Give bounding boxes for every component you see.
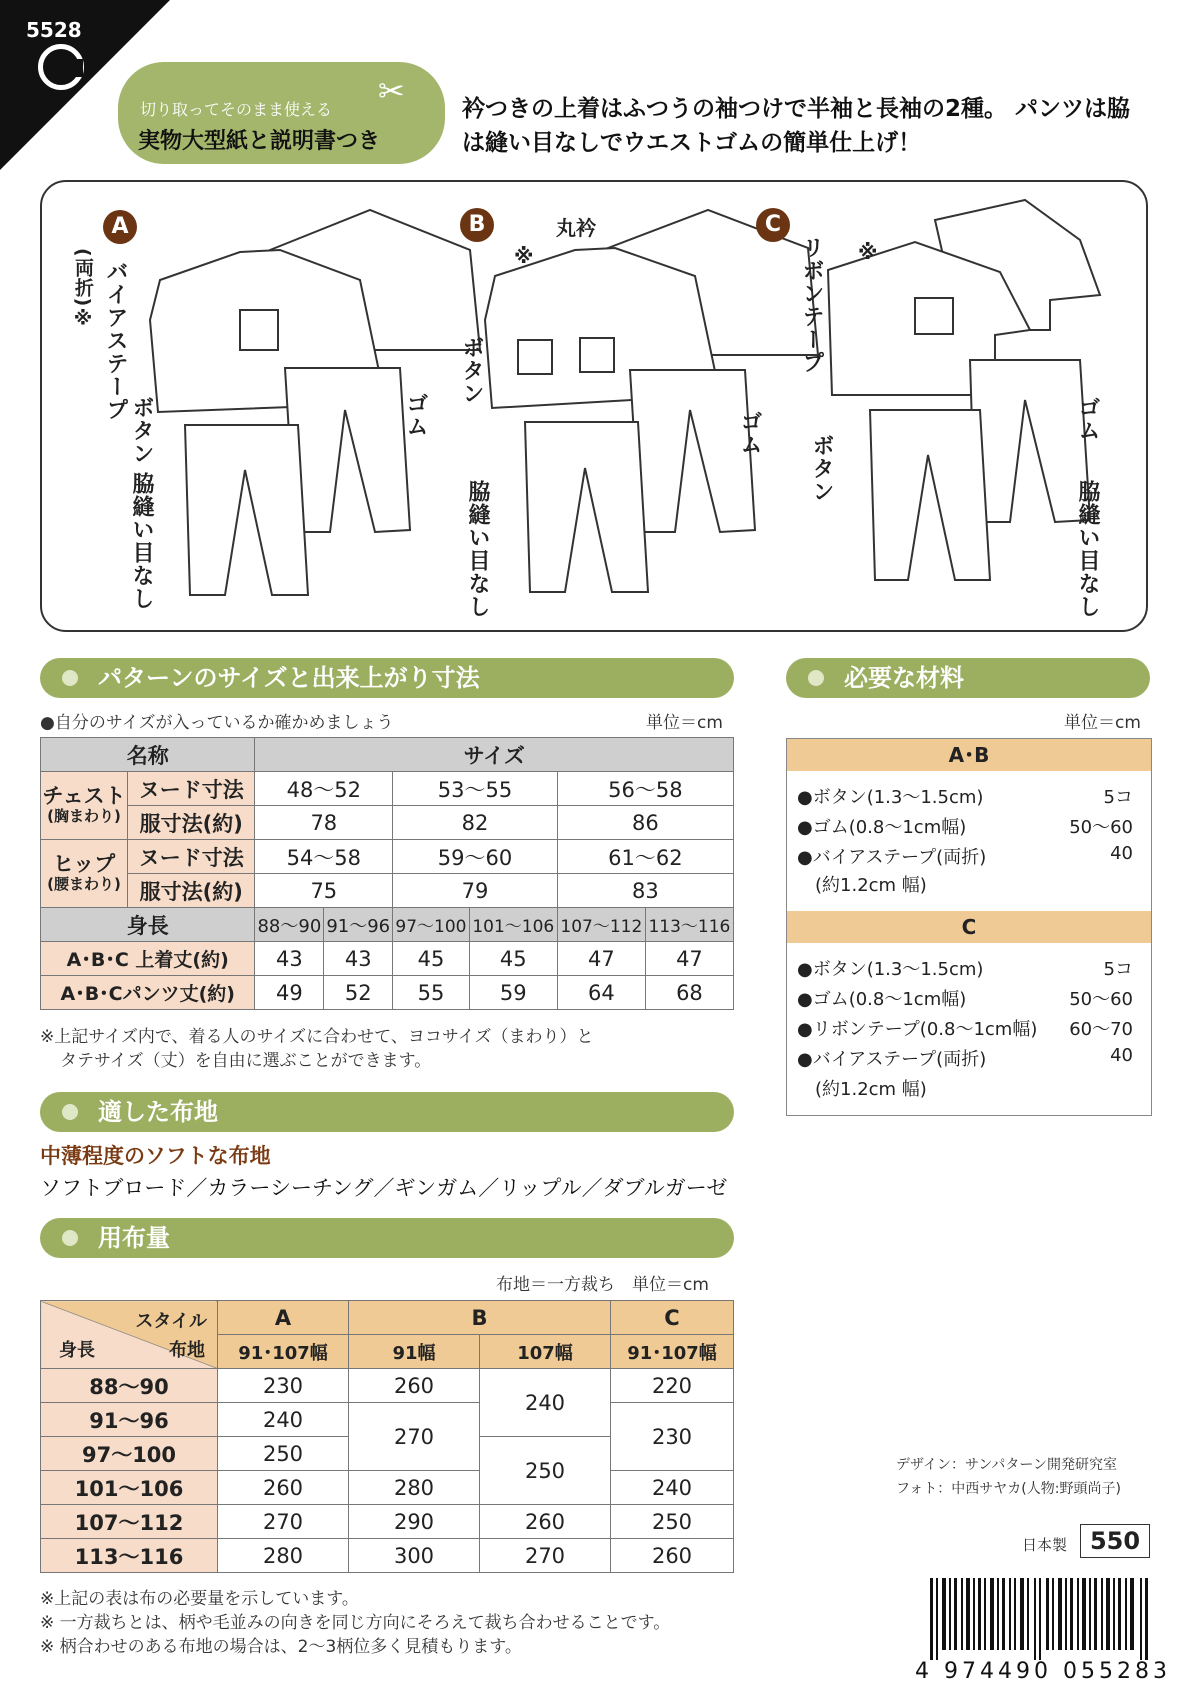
pants-length-4: 59 [469, 976, 557, 1010]
yardage-height-4: 101〜106 [41, 1471, 218, 1505]
materials-c-extra: (約1.2cm 幅) [815, 1079, 927, 1100]
yardage-height-1: 88〜90 [41, 1369, 218, 1403]
chest-nude-2: 53〜55 [393, 772, 558, 806]
size-head-size: サイズ [255, 738, 734, 772]
corner-fabric: 布地 [169, 1340, 205, 1361]
yardage-note-1: ※上記の表は布の必要量を示しています。 [40, 1589, 359, 1609]
height-label: 身長 [41, 908, 255, 942]
style-c-badge: C [756, 208, 790, 242]
hip-garment-3: 83 [557, 874, 733, 908]
size-section-header [40, 658, 734, 698]
label-a-seam: 脇縫い目なし [129, 472, 154, 610]
intro-text: 衿つきの上着はふつうの袖つけで半袖と長袖の2種。 パンツは脇は縫い目なしでウエストゴムの簡単仕上げ！ [462, 96, 1131, 156]
chest-label-cell [41, 772, 128, 840]
fabric-title: 適した布地 [98, 1098, 218, 1126]
height-6: 113〜116 [645, 908, 733, 942]
yardage-a-6: 280 [218, 1539, 349, 1573]
corner-height: 身長 [59, 1340, 95, 1361]
materials-c-val-4: 40 [1110, 1045, 1133, 1066]
yardage-table [40, 1300, 734, 1573]
materials-ab-val-3: 40 [1110, 843, 1133, 864]
hip-label: ヒップ [52, 851, 116, 876]
materials-ab-extra: (約1.2cm 幅) [815, 875, 927, 896]
chest-garment-1: 78 [255, 806, 393, 840]
chest-nude-3: 56〜58 [557, 772, 733, 806]
materials-c-val-2: 50〜60 [1069, 989, 1133, 1010]
yardage-height-5: 107〜112 [41, 1505, 218, 1539]
size-head-name: 名称 [41, 738, 255, 772]
height-4: 101〜106 [469, 908, 557, 942]
hip-nude-2: 59〜60 [393, 840, 558, 874]
corner-style: スタイル [135, 1311, 207, 1332]
materials-c-head: C [787, 911, 1151, 943]
credit-design: デザイン：サンパターン開発研究室 [896, 1457, 1118, 1473]
label-c-rubber: ゴム [1075, 396, 1100, 442]
yardage-section-header [40, 1218, 734, 1258]
style-a-pocket [240, 310, 278, 350]
style-b-pocket-left [518, 340, 552, 374]
chest-sub: (胸まわり) [47, 806, 121, 825]
materials-c-val-1: 5コ [1103, 959, 1133, 980]
fabric-list: ソフトブロード／カラーシーチング／ギンガム／リップル／ダブルガーゼ [40, 1176, 728, 1200]
materials-c-item-3: ●リボンテープ(0.8〜1cm幅) [797, 1019, 1038, 1040]
yardage-b91-4: 290 [349, 1505, 480, 1539]
yardage-corner [41, 1301, 218, 1369]
yardage-c-5: 260 [611, 1539, 734, 1573]
yardage-a-4: 260 [218, 1471, 349, 1505]
label-a-button: ボタン [129, 396, 154, 465]
materials-ab-item-3: ●バイアステープ(両折) [797, 847, 987, 868]
size-section-sub: ●自分のサイズが入っているか確かめましょう [40, 713, 394, 733]
yardage-height-2: 91〜96 [41, 1403, 218, 1437]
height-2: 91〜96 [324, 908, 393, 942]
label-b-button: ボタン [459, 336, 484, 405]
materials-ab-head: A･B [787, 739, 1151, 771]
label-c-mark: ※ [858, 240, 878, 264]
yardage-a-3: 250 [218, 1437, 349, 1471]
yardage-style-a: A [218, 1301, 349, 1335]
width-b91: 91幅 [349, 1335, 480, 1369]
label-a-bias: バイアステープ [103, 260, 128, 421]
hip-garment-1: 75 [255, 874, 393, 908]
hip-garment-label: 服寸法(約) [128, 874, 255, 908]
yardage-style-b: B [349, 1301, 611, 1335]
pants-length-1: 49 [255, 976, 324, 1010]
label-b-mark: ※ [514, 244, 534, 268]
materials-c-item-1: ●ボタン(1.3〜1.5cm) [797, 959, 984, 980]
style-b-pocket-right [580, 338, 614, 372]
size-table [40, 737, 734, 1010]
chest-nude-1: 48〜52 [255, 772, 393, 806]
width-a: 91･107幅 [218, 1335, 349, 1369]
materials-ab-val-2: 50〜60 [1069, 817, 1133, 838]
top-length-3: 45 [393, 942, 470, 976]
pants-length-2: 52 [324, 976, 393, 1010]
style-a-pants-front [185, 425, 308, 595]
yardage-a-1: 230 [218, 1369, 349, 1403]
materials-box [786, 738, 1152, 1116]
yardage-height-3: 97〜100 [41, 1437, 218, 1471]
label-b-rubber: ゴム [737, 410, 762, 456]
label-b-seam: 脇縫い目なし [465, 480, 490, 618]
style-b-badge: B [460, 208, 494, 242]
credit-photo: フォト：中西サヤカ(人物:野頭尚子) [896, 1481, 1121, 1497]
size-unit: 単位＝cm [646, 713, 723, 733]
size-note-2: タテサイズ（丈）を自由に選ぶことができます。 [60, 1051, 432, 1071]
fabric-heading: 中薄程度のソフトな布地 [40, 1144, 271, 1168]
pants-length-6: 68 [645, 976, 733, 1010]
banner-line2: 実物大型紙と説明書つき [138, 129, 381, 154]
yardage-b91-3: 280 [349, 1471, 480, 1505]
pants-length-3: 55 [393, 976, 470, 1010]
materials-c-item-2: ●ゴム(0.8〜1cm幅) [797, 989, 967, 1010]
pants-length-5: 64 [557, 976, 645, 1010]
hip-label-cell [41, 840, 128, 908]
barcode-image [930, 1578, 1150, 1660]
width-b107: 107幅 [480, 1335, 611, 1369]
yardage-b107-2: 250 [480, 1437, 611, 1505]
style-c-pants-front [870, 410, 990, 580]
top-length-2: 43 [324, 942, 393, 976]
yardage-b91-5: 300 [349, 1539, 480, 1573]
height-1: 88〜90 [255, 908, 324, 942]
yardage-unit-note: 布地＝一方裁ち 単位＝cm [496, 1275, 709, 1295]
banner-line1: 切り取ってそのまま使える [140, 100, 333, 119]
yardage-a-5: 270 [218, 1505, 349, 1539]
label-a-rubber: ゴム [403, 392, 428, 438]
materials-c-val-3: 60〜70 [1069, 1019, 1133, 1040]
hip-sub: (腰まわり) [47, 874, 121, 893]
pants-length-label: A･B･Cパンツ丈(約) [41, 976, 255, 1010]
yardage-note-3: ※ 柄合わせのある布地の場合は、2〜3柄位多く見積もります。 [40, 1637, 522, 1657]
yardage-c-1: 220 [611, 1369, 734, 1403]
yardage-height-6: 113〜116 [41, 1539, 218, 1573]
label-a-bias-sub: (両折)※ [72, 248, 94, 331]
hip-nude-label: ヌード寸法 [128, 840, 255, 874]
top-length-4: 45 [469, 942, 557, 976]
chest-garment-label: 服寸法(約) [128, 806, 255, 840]
materials-ab-val-1: 5コ [1103, 787, 1133, 808]
yardage-style-c: C [611, 1301, 734, 1335]
chest-nude-label: ヌード寸法 [128, 772, 255, 806]
materials-ab-item-2: ●ゴム(0.8〜1cm幅) [797, 817, 967, 838]
barcode-number: 4 974490 055283 [915, 1659, 1171, 1684]
materials-title: 必要な材料 [844, 664, 964, 692]
style-a-badge: A [103, 210, 137, 244]
label-c-ribbon: リボンテープ [799, 236, 824, 374]
yardage-b107-1: 240 [480, 1369, 611, 1437]
product-code: 5528 [26, 18, 82, 42]
hip-nude-1: 54〜58 [255, 840, 393, 874]
yardage-c-4: 250 [611, 1505, 734, 1539]
scissors-icon: ✂ [378, 72, 405, 110]
height-5: 107〜112 [557, 908, 645, 942]
top-length-label: A･B･C 上着丈(約) [41, 942, 255, 976]
yardage-note-2: ※ 一方裁ちとは、柄や毛並みの向きを同じ方向にそろえて裁ち合わせることです。 [40, 1613, 671, 1633]
style-c-pocket [915, 298, 953, 334]
yardage-b107-3: 260 [480, 1505, 611, 1539]
fabric-section-header [40, 1092, 734, 1132]
hip-garment-2: 79 [393, 874, 558, 908]
size-note-1: ※上記サイズ内で、着る人のサイズに合わせて、ヨコサイズ（まわり）と [40, 1027, 594, 1047]
yardage-c-2: 230 [611, 1403, 734, 1471]
width-c: 91･107幅 [611, 1335, 734, 1369]
materials-ab-item-1: ●ボタン(1.3〜1.5cm) [797, 787, 984, 808]
materials-unit: 単位＝cm [1064, 713, 1141, 733]
yardage-b91-2: 270 [349, 1403, 480, 1471]
style-b-pants-front [525, 422, 648, 592]
materials-c-item-4: ●バイアステープ(両折) [797, 1049, 987, 1070]
top-length-5: 47 [557, 942, 645, 976]
garment-illustrations [40, 180, 1144, 628]
made-in: 日本製 [1022, 1536, 1068, 1554]
chest-label: チェスト [42, 783, 126, 808]
hip-nude-3: 61〜62 [557, 840, 733, 874]
price-box: 550 [1080, 1524, 1150, 1558]
yardage-b91-1: 260 [349, 1369, 480, 1403]
size-section-title: パターンのサイズと出来上がり寸法 [98, 664, 480, 692]
brand-logo [38, 44, 84, 90]
yardage-title: 用布量 [98, 1224, 170, 1252]
yardage-a-2: 240 [218, 1403, 349, 1437]
materials-section-header [786, 658, 1150, 698]
label-b-collar: 丸衿 [556, 216, 596, 240]
yardage-c-3: 240 [611, 1471, 734, 1505]
chest-garment-3: 86 [557, 806, 733, 840]
label-c-button: ボタン [809, 434, 834, 503]
yardage-b107-4: 270 [480, 1539, 611, 1573]
chest-garment-2: 82 [393, 806, 558, 840]
height-3: 97〜100 [393, 908, 470, 942]
label-c-seam: 脇縫い目なし [1075, 480, 1100, 618]
top-length-6: 47 [645, 942, 733, 976]
top-length-1: 43 [255, 942, 324, 976]
